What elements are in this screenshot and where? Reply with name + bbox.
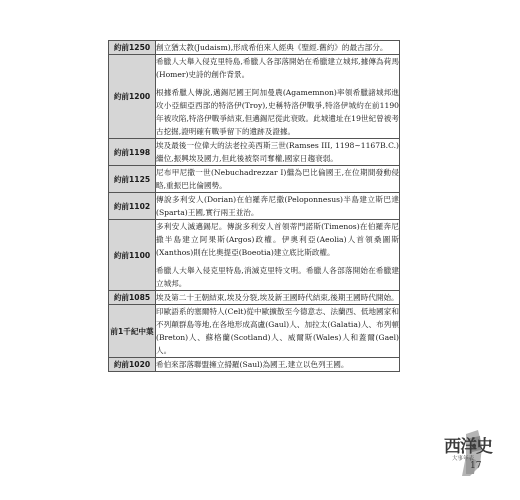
timeline-description [156, 166, 400, 193]
timeline-description [156, 305, 400, 358]
timeline-description [156, 139, 400, 166]
timeline-date: 約前1198 [109, 139, 156, 166]
timeline-row [109, 41, 400, 55]
timeline-table [108, 40, 400, 372]
timeline-description [156, 193, 400, 220]
timeline-paragraph: 埃及最後一位偉大的法老拉美西斯三世(Ramses III, 1198~1167B.C.)繼位,振興埃及國力,但此後被祭司奪權,國家日趨衰弱。 [156, 141, 399, 163]
timeline-paragraph: 希臘人大舉入侵克里特島,希臘人各部落開始在希臘建立城邦,據傳為荷馬(Homer)史詩的創作背景。 [156, 57, 399, 79]
timeline-date: 約前1102 [109, 193, 156, 220]
timeline-date: 約前1085 [109, 291, 156, 305]
book-logo-title: 西洋史 [444, 437, 492, 457]
timeline-paragraph: 希伯來部落聯盟擁立掃羅(Saul)為國王,建立以色列王國。 [156, 360, 349, 369]
timeline-paragraph: 傳說多利安人(Dorian)在伯羅奔尼撒(Peloponnesus)半島建立斯巴達(Sparta)王國,實行兩王並治。 [156, 195, 399, 217]
timeline-paragraph: 根據希臘人傳說,邁錫尼國王阿加曼農(Agamemnon)率領希臘諸城邦進攻小亞細亞西部的特洛伊(Troy),史稱特洛伊戰爭,特洛伊城約在前1190年被攻陷,特洛伊戰爭結束,但邁錫尼從此衰敗。此城遺址在19世紀曾被考古挖掘,證明確有戰爭留下的遺跡及證據。 [156, 88, 399, 136]
timeline-row [109, 220, 400, 291]
timeline-description [156, 55, 400, 139]
timeline-date: 約前1100 [109, 220, 156, 291]
timeline-description [156, 220, 400, 291]
timeline-description [156, 358, 400, 372]
timeline-paragraph: 希臘人大舉入侵克里特島,消滅克里特文明。希臘人各部落開始在希臘建立城邦。 [156, 266, 399, 288]
timeline-date: 約前1020 [109, 358, 156, 372]
timeline-row [109, 55, 400, 139]
timeline-row [109, 166, 400, 193]
timeline-description [156, 291, 400, 305]
timeline-paragraph: 印歐語系的塞爾特人(Celt)從中歐擴散至今德意志、法蘭西、低地國家和不列顛群島等地,在各地形成高盧(Gaul)人、加拉太(Galatia)人、布列頓(Breton)人、蘇格蘭(Scotland)人、威爾斯(Wales)人和蓋爾(Gael)人。 [156, 307, 399, 355]
timeline-date: 前1千紀中葉 [109, 305, 156, 358]
timeline-date: 約前1125 [109, 166, 156, 193]
timeline-row [109, 291, 400, 305]
timeline-row [109, 305, 400, 358]
timeline-row [109, 139, 400, 166]
timeline-description [156, 41, 400, 55]
timeline-date: 約前1250 [109, 41, 156, 55]
timeline-row [109, 358, 400, 372]
timeline-paragraph: 埃及第二十王朝結束,埃及分裂,埃及新王國時代結束,後期王國時代開始。 [156, 293, 399, 302]
timeline-paragraph: 多利安人滅邁錫尼。傳說多利安人首領蒂門諾斯(Timenos)在伯羅奔尼撒半島建立阿果斯(Argos)政權。伊奧利亞(Aeolia)人首領桑圖斯(Xanthos)則在比奧提亞(Boeotia)建立底比斯政權。 [156, 222, 399, 257]
timeline-paragraph: 尼布甲尼撒一世(Nebuchadrezzar I)繼為巴比倫國王,在位期間發動侵略,重振巴比倫國勢。 [156, 168, 399, 190]
page-number: 17 [470, 461, 482, 471]
timeline-row [109, 193, 400, 220]
timeline-paragraph: 創立猶太教(Judaism),形成希伯來人經典《聖經.舊約》的最古部分。 [156, 43, 388, 52]
timeline-date: 約前1200 [109, 55, 156, 139]
book-logo-subtitle: 大事年表 [452, 456, 475, 462]
